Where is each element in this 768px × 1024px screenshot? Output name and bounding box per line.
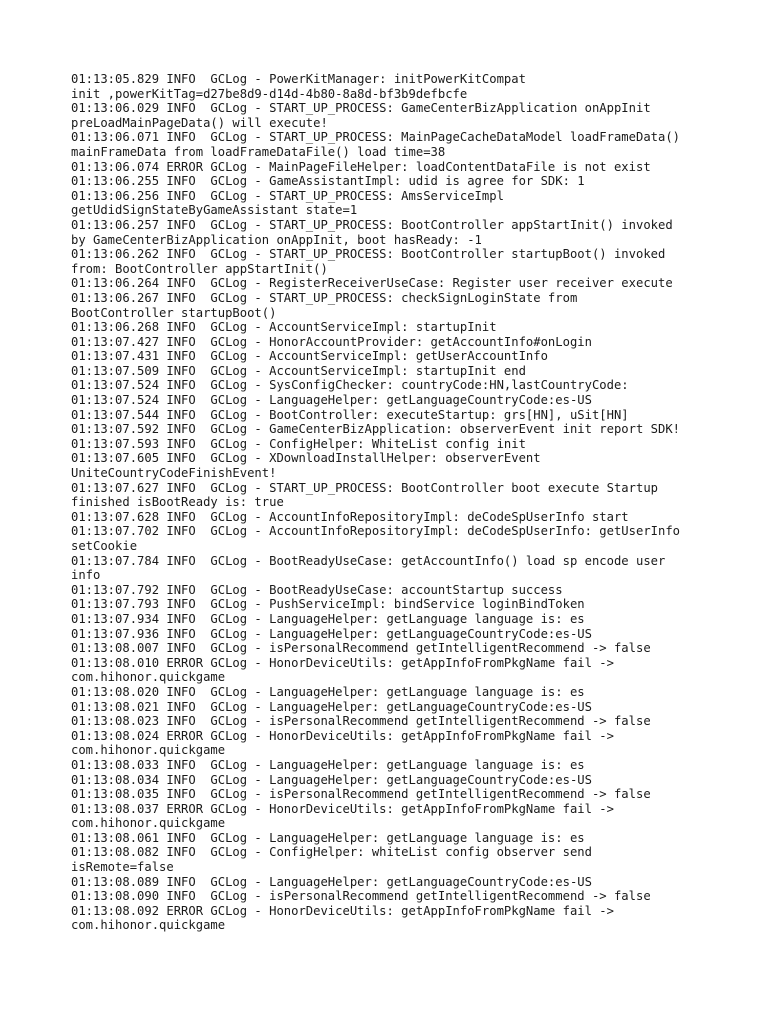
log-line: 01:13:07.509 INFO GCLog - AccountServiceImpl: startupInit end xyxy=(71,363,526,378)
log-line: setCookie xyxy=(71,539,138,553)
log-line: 01:13:08.090 INFO GCLog - isPersonalRecommend getIntelligentRecommend -> false xyxy=(71,889,651,904)
log-line: UniteCountryCodeFinishEvent! xyxy=(71,466,277,481)
log-line: 01:13:07.792 INFO GCLog - BootReadyUseCase: accountStartup success xyxy=(71,582,563,597)
log-line: info xyxy=(71,568,101,583)
log-line: com.hihonor.quickgame xyxy=(71,743,226,758)
log-line: 01:13:06.268 INFO GCLog - AccountServiceImpl: startupInit xyxy=(71,320,497,335)
log-line: isRemote=false xyxy=(71,860,174,875)
log-line: 01:13:07.593 INFO GCLog - ConfigHelper: WhiteList config init xyxy=(71,436,526,451)
log-line: 01:13:08.035 INFO GCLog - isPersonalRecommend getIntelligentRecommend -> false xyxy=(71,787,651,802)
log-line: mainFrameData from loadFrameDataFile() load time=38 xyxy=(71,144,446,159)
log-line: 01:13:07.605 INFO GCLog - XDownloadInstallHelper: observerEvent xyxy=(71,451,541,466)
log-line: com.hihonor.quickgame xyxy=(71,918,226,933)
log-line: 01:13:08.007 INFO GCLog - isPersonalRecommend getIntelligentRecommend -> false xyxy=(71,641,651,656)
log-line: 01:13:08.092 ERROR GCLog - HonorDeviceUtils: getAppInfoFromPkgName fail -> xyxy=(71,903,614,918)
log-line: init ,powerKitTag=d27be8d9-d14d-4b80-8a8d-bf3b9defbcfe xyxy=(71,86,468,101)
log-line: 01:13:08.020 INFO GCLog - LanguageHelper: getLanguage language is: es xyxy=(71,684,585,699)
log-line: 01:13:06.257 INFO GCLog - START_UP_PROCESS: BootController appStartInit() invoked xyxy=(71,217,673,232)
log-line: 01:13:08.082 INFO GCLog - ConfigHelper: whiteList config observer send xyxy=(71,845,592,860)
log-line: 01:13:06.255 INFO GCLog - GameAssistantImpl: udid is agree for SDK: 1 xyxy=(71,174,585,189)
log-line: 01:13:07.524 INFO GCLog - LanguageHelper: getLanguageCountryCode:es-US xyxy=(71,393,592,408)
log-line: by GameCenterBizApplication onAppInit, boot hasReady: -1 xyxy=(71,232,482,247)
log-line: 01:13:06.029 INFO GCLog - START_UP_PROCESS: GameCenterBizApplication onAppInit xyxy=(71,101,651,116)
log-line: 01:13:08.021 INFO GCLog - LanguageHelper: getLanguageCountryCode:es-US xyxy=(71,699,592,714)
log-line: 01:13:06.074 ERROR GCLog - MainPageFileHelper: loadContentDataFile is not exist xyxy=(71,159,651,174)
log-line: 01:13:08.024 ERROR GCLog - HonorDeviceUtils: getAppInfoFromPkgName fail -> xyxy=(71,728,614,743)
log-line: getUdidSignStateByGameAssistant state=1 xyxy=(71,203,358,218)
log-line: 01:13:05.829 INFO GCLog - PowerKitManager: initPowerKitCompat xyxy=(71,72,526,86)
log-line: 01:13:07.431 INFO GCLog - AccountServiceImpl: getUserAccountInfo xyxy=(71,349,548,364)
log-line: 01:13:06.262 INFO GCLog - START_UP_PROCESS: BootController startupBoot() invoked xyxy=(71,247,666,262)
log-line: 01:13:07.627 INFO GCLog - START_UP_PROCESS: BootController boot execute Startup xyxy=(71,480,658,495)
log-line: 01:13:06.264 INFO GCLog - RegisterReceiverUseCase: Register user receiver execute xyxy=(71,276,673,291)
log-line: 01:13:07.544 INFO GCLog - BootController: executeStartup: grs[HN], uSit[HN] xyxy=(71,407,629,422)
log-line: 01:13:06.256 INFO GCLog - START_UP_PROCESS: AmsServiceImpl xyxy=(71,188,504,203)
log-line: from: BootController appStartInit() xyxy=(71,261,328,276)
log-line: 01:13:08.010 ERROR GCLog - HonorDeviceUtils: getAppInfoFromPkgName fail -> xyxy=(71,655,614,670)
log-line: 01:13:08.034 INFO GCLog - LanguageHelper: getLanguageCountryCode:es-US xyxy=(71,772,592,787)
log-line: 01:13:07.702 INFO GCLog - AccountInfoRepositoryImpl: deCodeSpUserInfo: getUserInfo xyxy=(71,524,681,539)
log-line: 01:13:08.089 INFO GCLog - LanguageHelper: getLanguageCountryCode:es-US xyxy=(71,874,592,889)
log-line: finished isBootReady is: true xyxy=(71,495,284,510)
log-line: preLoadMainPageData() will execute! xyxy=(71,115,328,130)
log-line: 01:13:07.936 INFO GCLog - LanguageHelper: getLanguageCountryCode:es-US xyxy=(71,626,592,641)
log-document xyxy=(71,72,721,933)
log-line: BootController startupBoot() xyxy=(71,305,277,320)
log-line: 01:13:07.934 INFO GCLog - LanguageHelper: getLanguage language is: es xyxy=(71,611,585,626)
log-line: 01:13:07.427 INFO GCLog - HonorAccountProvider: getAccountInfo#onLogin xyxy=(71,334,592,349)
log-line: com.hihonor.quickgame xyxy=(71,816,226,831)
log-line: 01:13:07.793 INFO GCLog - PushServiceImpl: bindService loginBindToken xyxy=(71,597,585,612)
log-line: 01:13:07.784 INFO GCLog - BootReadyUseCase: getAccountInfo() load sp encode user xyxy=(71,553,666,568)
log-line: 01:13:08.033 INFO GCLog - LanguageHelper: getLanguage language is: es xyxy=(71,757,585,772)
log-line: 01:13:07.628 INFO GCLog - AccountInfoRepositoryImpl: deCodeSpUserInfo start xyxy=(71,509,629,524)
log-line: 01:13:07.592 INFO GCLog - GameCenterBizApplication: observerEvent init report SDK! xyxy=(71,422,681,437)
log-text-block xyxy=(71,72,721,933)
log-line: 01:13:08.023 INFO GCLog - isPersonalRecommend getIntelligentRecommend -> false xyxy=(71,714,651,729)
log-line: 01:13:07.524 INFO GCLog - SysConfigChecker: countryCode:HN,lastCountryCode: xyxy=(71,378,629,393)
log-line: 01:13:08.061 INFO GCLog - LanguageHelper: getLanguage language is: es xyxy=(71,830,585,845)
log-line: 01:13:06.267 INFO GCLog - START_UP_PROCESS: checkSignLoginState from xyxy=(71,290,578,305)
log-line: 01:13:06.071 INFO GCLog - START_UP_PROCESS: MainPageCacheDataModel loadFrameData() xyxy=(71,130,681,145)
log-line: 01:13:08.037 ERROR GCLog - HonorDeviceUtils: getAppInfoFromPkgName fail -> xyxy=(71,801,614,816)
log-line: com.hihonor.quickgame xyxy=(71,670,226,685)
